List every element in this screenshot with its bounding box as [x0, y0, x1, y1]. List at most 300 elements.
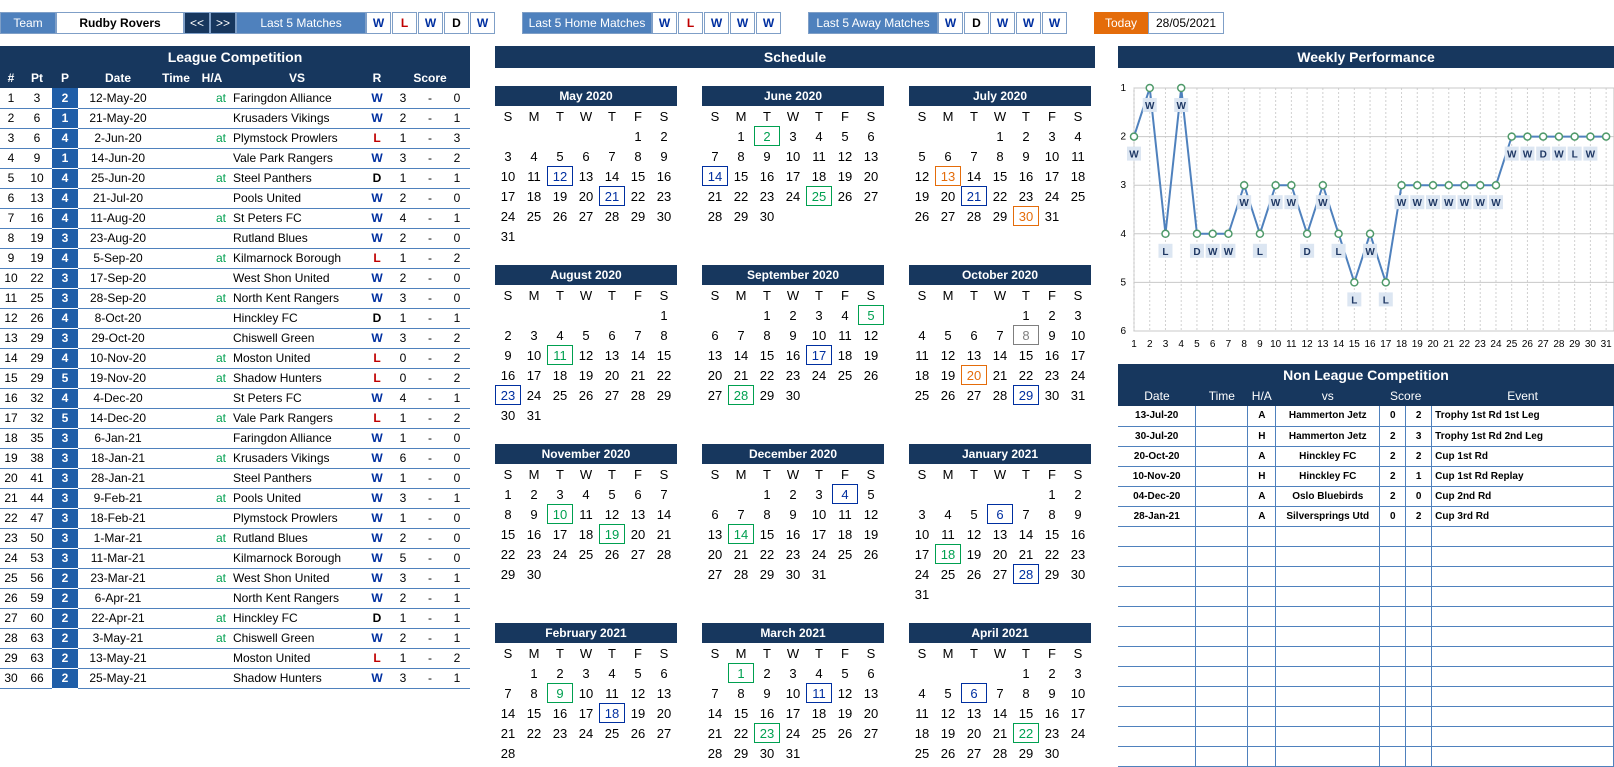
- calendar-day[interactable]: 10: [785, 685, 801, 701]
- calendar-day[interactable]: 15: [992, 168, 1008, 184]
- calendar-day[interactable]: 3: [815, 486, 823, 502]
- nonleague-row[interactable]: [1118, 446, 1614, 466]
- calendar-day[interactable]: 7: [634, 327, 642, 343]
- calendar-day[interactable]: 12: [837, 685, 853, 701]
- calendar-day[interactable]: 17: [552, 526, 568, 542]
- calendar-day[interactable]: 18: [1070, 168, 1086, 184]
- league-row[interactable]: [0, 408, 470, 428]
- match-day[interactable]: 1: [728, 663, 754, 683]
- calendar-day[interactable]: 7: [996, 685, 1004, 701]
- calendar-day[interactable]: 26: [837, 188, 853, 204]
- calendar-day[interactable]: 15: [526, 705, 542, 721]
- calendar-day[interactable]: 29: [1044, 566, 1060, 582]
- nonleague-empty-row[interactable]: [1118, 606, 1614, 626]
- calendar-day[interactable]: 14: [1018, 526, 1034, 542]
- calendar-day[interactable]: 17: [811, 526, 827, 542]
- calendar-day[interactable]: 17: [1044, 168, 1060, 184]
- calendar-day[interactable]: 8: [660, 327, 668, 343]
- calendar-day[interactable]: 1: [634, 128, 642, 144]
- calendar-day[interactable]: 2: [660, 128, 668, 144]
- calendar-day[interactable]: 24: [578, 725, 594, 741]
- calendar-day[interactable]: 15: [630, 168, 646, 184]
- calendar-day[interactable]: 6: [970, 327, 978, 343]
- calendar-day[interactable]: 28: [656, 546, 672, 562]
- calendar-day[interactable]: 19: [863, 526, 879, 542]
- calendar-day[interactable]: 22: [759, 367, 775, 383]
- calendar-day[interactable]: 16: [759, 705, 775, 721]
- calendar-day[interactable]: 10: [500, 168, 516, 184]
- match-day[interactable]: 21: [961, 186, 987, 206]
- calendar-day[interactable]: 24: [811, 546, 827, 562]
- calendar-day[interactable]: 23: [552, 725, 568, 741]
- calendar-day[interactable]: 21: [630, 367, 646, 383]
- calendar-day[interactable]: 10: [526, 347, 542, 363]
- calendar-day[interactable]: 21: [1018, 546, 1034, 562]
- calendar-day[interactable]: 7: [660, 486, 668, 502]
- calendar-day[interactable]: 3: [504, 148, 512, 164]
- league-row[interactable]: [0, 528, 470, 548]
- league-row[interactable]: [0, 488, 470, 508]
- calendar-day[interactable]: 12: [604, 506, 620, 522]
- calendar-day[interactable]: 4: [841, 307, 849, 323]
- calendar-day[interactable]: 14: [604, 168, 620, 184]
- calendar-day[interactable]: 11: [605, 685, 619, 701]
- calendar-day[interactable]: 17: [526, 367, 542, 383]
- calendar-day[interactable]: 27: [966, 387, 982, 403]
- calendar-day[interactable]: 30: [785, 387, 801, 403]
- calendar-day[interactable]: 14: [656, 506, 672, 522]
- calendar-day[interactable]: 24: [526, 387, 542, 403]
- calendar-day[interactable]: 12: [940, 347, 956, 363]
- calendar-day[interactable]: 16: [500, 367, 516, 383]
- nonleague-empty-row[interactable]: [1118, 746, 1614, 766]
- calendar-day[interactable]: 19: [940, 725, 956, 741]
- calendar-day[interactable]: 22: [733, 188, 749, 204]
- calendar-day[interactable]: 19: [966, 546, 982, 562]
- calendar-day[interactable]: 13: [707, 526, 723, 542]
- calendar-day[interactable]: 1: [737, 128, 745, 144]
- calendar-day[interactable]: 18: [526, 188, 542, 204]
- calendar-day[interactable]: 10: [1044, 148, 1060, 164]
- calendar-day[interactable]: 17: [500, 188, 516, 204]
- calendar-day[interactable]: 19: [863, 347, 879, 363]
- calendar-day[interactable]: 20: [863, 168, 879, 184]
- calendar-day[interactable]: 25: [526, 208, 542, 224]
- calendar-day[interactable]: 19: [914, 188, 930, 204]
- calendar-day[interactable]: 27: [578, 208, 594, 224]
- calendar-day[interactable]: 2: [763, 665, 771, 681]
- calendar-day[interactable]: 13: [630, 506, 646, 522]
- calendar-day[interactable]: 8: [763, 506, 771, 522]
- calendar-day[interactable]: 4: [608, 665, 616, 681]
- match-day[interactable]: 18: [599, 703, 625, 723]
- nonleague-empty-row[interactable]: [1118, 726, 1614, 746]
- calendar-day[interactable]: 6: [582, 148, 590, 164]
- league-row[interactable]: [0, 388, 470, 408]
- calendar-day[interactable]: 10: [1070, 327, 1086, 343]
- match-day[interactable]: 29: [1013, 385, 1039, 405]
- league-row[interactable]: [0, 568, 470, 588]
- calendar-day[interactable]: 15: [656, 347, 672, 363]
- calendar-day[interactable]: 9: [530, 506, 538, 522]
- league-row[interactable]: [0, 468, 470, 488]
- calendar-day[interactable]: 26: [940, 387, 956, 403]
- calendar-day[interactable]: 18: [811, 705, 827, 721]
- league-row[interactable]: [0, 448, 470, 468]
- calendar-day[interactable]: 1: [763, 307, 771, 323]
- calendar-day[interactable]: 7: [737, 327, 745, 343]
- calendar-day[interactable]: 4: [582, 486, 590, 502]
- calendar-day[interactable]: 26: [552, 208, 568, 224]
- calendar-day[interactable]: 5: [944, 685, 952, 701]
- calendar-day[interactable]: 7: [970, 148, 978, 164]
- calendar-day[interactable]: 1: [1048, 486, 1056, 502]
- calendar-day[interactable]: 30: [759, 208, 775, 224]
- calendar-day[interactable]: 27: [863, 188, 879, 204]
- calendar-day[interactable]: 5: [556, 148, 564, 164]
- calendar-day[interactable]: 3: [1048, 128, 1056, 144]
- calendar-day[interactable]: 23: [526, 546, 542, 562]
- calendar-day[interactable]: 16: [1044, 347, 1060, 363]
- calendar-day[interactable]: 14: [500, 705, 516, 721]
- league-row[interactable]: [0, 88, 470, 108]
- calendar-day[interactable]: 10: [811, 327, 827, 343]
- calendar-day[interactable]: 27: [940, 208, 956, 224]
- calendar-day[interactable]: 16: [785, 347, 801, 363]
- calendar-day[interactable]: 1: [504, 486, 512, 502]
- calendar-day[interactable]: 14: [707, 705, 723, 721]
- calendar-day[interactable]: 12: [837, 148, 853, 164]
- match-day[interactable]: 2: [754, 126, 780, 146]
- league-row[interactable]: [0, 588, 470, 608]
- calendar-day[interactable]: 29: [656, 387, 672, 403]
- calendar-day[interactable]: 13: [966, 347, 982, 363]
- calendar-day[interactable]: 27: [604, 387, 620, 403]
- match-day[interactable]: 11: [547, 345, 573, 365]
- calendar-day[interactable]: 26: [966, 566, 982, 582]
- calendar-day[interactable]: 3: [582, 665, 590, 681]
- calendar-day[interactable]: 9: [789, 327, 797, 343]
- league-row[interactable]: [0, 148, 470, 168]
- calendar-day[interactable]: 22: [1044, 546, 1060, 562]
- calendar-day[interactable]: 11: [915, 347, 929, 363]
- nonleague-empty-row[interactable]: [1118, 526, 1614, 546]
- calendar-day[interactable]: 8: [504, 506, 512, 522]
- calendar-day[interactable]: 7: [608, 148, 616, 164]
- calendar-day[interactable]: 11: [527, 168, 541, 184]
- calendar-day[interactable]: 12: [940, 705, 956, 721]
- calendar-day[interactable]: 21: [992, 367, 1008, 383]
- calendar-day[interactable]: 3: [1074, 307, 1082, 323]
- calendar-day[interactable]: 31: [526, 407, 542, 423]
- calendar-day[interactable]: 20: [992, 546, 1008, 562]
- calendar-day[interactable]: 26: [630, 725, 646, 741]
- calendar-day[interactable]: 31: [811, 566, 827, 582]
- calendar-day[interactable]: 31: [500, 228, 516, 244]
- calendar-day[interactable]: 22: [992, 188, 1008, 204]
- calendar-day[interactable]: 28: [733, 566, 749, 582]
- calendar-day[interactable]: 21: [707, 725, 723, 741]
- calendar-day[interactable]: 14: [630, 347, 646, 363]
- calendar-day[interactable]: 2: [530, 486, 538, 502]
- calendar-day[interactable]: 9: [1022, 148, 1030, 164]
- calendar-day[interactable]: 24: [785, 188, 801, 204]
- calendar-day[interactable]: 6: [634, 486, 642, 502]
- calendar-day[interactable]: 29: [992, 208, 1008, 224]
- nonleague-row[interactable]: [1118, 486, 1614, 506]
- league-row[interactable]: [0, 188, 470, 208]
- calendar-day[interactable]: 5: [918, 148, 926, 164]
- calendar-day[interactable]: 5: [970, 506, 978, 522]
- calendar-day[interactable]: 30: [785, 566, 801, 582]
- calendar-day[interactable]: 1: [996, 128, 1004, 144]
- nonleague-empty-row[interactable]: [1118, 626, 1614, 646]
- match-day[interactable]: 5: [858, 305, 884, 325]
- calendar-day[interactable]: 18: [811, 168, 827, 184]
- match-day[interactable]: 30: [1013, 206, 1039, 226]
- calendar-day[interactable]: 9: [789, 506, 797, 522]
- calendar-day[interactable]: 3: [530, 327, 538, 343]
- league-row[interactable]: [0, 308, 470, 328]
- calendar-day[interactable]: 19: [837, 168, 853, 184]
- calendar-day[interactable]: 20: [630, 526, 646, 542]
- calendar-day[interactable]: 14: [992, 347, 1008, 363]
- calendar-day[interactable]: 18: [837, 347, 853, 363]
- match-day[interactable]: 28: [728, 385, 754, 405]
- calendar-day[interactable]: 21: [500, 725, 516, 741]
- calendar-day[interactable]: 1: [763, 486, 771, 502]
- calendar-day[interactable]: 6: [944, 148, 952, 164]
- calendar-day[interactable]: 7: [504, 685, 512, 701]
- league-row[interactable]: [0, 348, 470, 368]
- league-row[interactable]: [0, 328, 470, 348]
- calendar-day[interactable]: 12: [914, 168, 930, 184]
- league-row[interactable]: [0, 368, 470, 388]
- nonleague-empty-row[interactable]: [1118, 546, 1614, 566]
- calendar-day[interactable]: 16: [526, 526, 542, 542]
- calendar-day[interactable]: 20: [578, 188, 594, 204]
- nonleague-row[interactable]: [1118, 426, 1614, 446]
- calendar-day[interactable]: 22: [656, 367, 672, 383]
- calendar-day[interactable]: 19: [630, 705, 646, 721]
- match-day[interactable]: 8: [1013, 325, 1039, 345]
- calendar-day[interactable]: 26: [578, 387, 594, 403]
- calendar-day[interactable]: 25: [1070, 188, 1086, 204]
- calendar-day[interactable]: 21: [707, 188, 723, 204]
- calendar-day[interactable]: 28: [707, 208, 723, 224]
- match-day[interactable]: 23: [495, 385, 521, 405]
- match-day[interactable]: 11: [806, 683, 832, 703]
- calendar-day[interactable]: 15: [1018, 705, 1034, 721]
- calendar-day[interactable]: 4: [556, 327, 564, 343]
- calendar-day[interactable]: 11: [915, 705, 929, 721]
- nonleague-row[interactable]: [1118, 466, 1614, 486]
- calendar-day[interactable]: 18: [837, 526, 853, 542]
- calendar-day[interactable]: 4: [918, 327, 926, 343]
- calendar-day[interactable]: 17: [1070, 705, 1086, 721]
- calendar-day[interactable]: 11: [838, 327, 852, 343]
- calendar-day[interactable]: 29: [733, 208, 749, 224]
- calendar-day[interactable]: 1: [530, 665, 538, 681]
- match-day[interactable]: 14: [728, 524, 754, 544]
- calendar-day[interactable]: 26: [940, 745, 956, 761]
- calendar-day[interactable]: 19: [940, 367, 956, 383]
- calendar-day[interactable]: 8: [737, 685, 745, 701]
- calendar-day[interactable]: 30: [1044, 745, 1060, 761]
- calendar-day[interactable]: 3: [815, 307, 823, 323]
- calendar-day[interactable]: 15: [1044, 526, 1060, 542]
- match-day[interactable]: 6: [961, 683, 987, 703]
- calendar-day[interactable]: 20: [656, 705, 672, 721]
- calendar-day[interactable]: 23: [785, 546, 801, 562]
- calendar-day[interactable]: 16: [552, 705, 568, 721]
- calendar-day[interactable]: 8: [737, 148, 745, 164]
- calendar-day[interactable]: 31: [1044, 208, 1060, 224]
- calendar-day[interactable]: 26: [914, 208, 930, 224]
- calendar-day[interactable]: 15: [733, 705, 749, 721]
- match-day[interactable]: 25: [806, 186, 832, 206]
- match-day[interactable]: 12: [547, 166, 573, 186]
- calendar-day[interactable]: 27: [656, 725, 672, 741]
- calendar-day[interactable]: 25: [837, 546, 853, 562]
- calendar-day[interactable]: 26: [604, 546, 620, 562]
- calendar-day[interactable]: 15: [733, 168, 749, 184]
- calendar-day[interactable]: 3: [1074, 665, 1082, 681]
- nonleague-empty-row[interactable]: [1118, 566, 1614, 586]
- calendar-day[interactable]: 16: [785, 526, 801, 542]
- league-row[interactable]: [0, 108, 470, 128]
- calendar-day[interactable]: 17: [914, 546, 930, 562]
- calendar-day[interactable]: 24: [552, 546, 568, 562]
- calendar-day[interactable]: 27: [630, 546, 646, 562]
- calendar-day[interactable]: 25: [914, 745, 930, 761]
- league-row[interactable]: [0, 168, 470, 188]
- calendar-day[interactable]: 6: [711, 506, 719, 522]
- calendar-day[interactable]: 17: [1070, 347, 1086, 363]
- calendar-day[interactable]: 9: [1048, 327, 1056, 343]
- calendar-day[interactable]: 12: [863, 327, 879, 343]
- calendar-day[interactable]: 8: [763, 327, 771, 343]
- calendar-day[interactable]: 13: [578, 168, 594, 184]
- calendar-day[interactable]: 14: [733, 347, 749, 363]
- calendar-day[interactable]: 22: [759, 546, 775, 562]
- calendar-day[interactable]: 8: [1048, 506, 1056, 522]
- calendar-day[interactable]: 5: [634, 665, 642, 681]
- calendar-day[interactable]: 23: [656, 188, 672, 204]
- calendar-day[interactable]: 25: [552, 387, 568, 403]
- calendar-day[interactable]: 11: [941, 526, 955, 542]
- match-day[interactable]: 22: [1013, 723, 1039, 743]
- calendar-day[interactable]: 2: [1022, 128, 1030, 144]
- calendar-day[interactable]: 23: [1044, 725, 1060, 741]
- calendar-day[interactable]: 5: [582, 327, 590, 343]
- calendar-day[interactable]: 16: [656, 168, 672, 184]
- calendar-day[interactable]: 5: [841, 128, 849, 144]
- calendar-day[interactable]: 31: [785, 745, 801, 761]
- calendar-day[interactable]: 23: [1044, 367, 1060, 383]
- calendar-day[interactable]: 9: [1074, 506, 1082, 522]
- league-row[interactable]: [0, 508, 470, 528]
- nonleague-empty-row[interactable]: [1118, 666, 1614, 686]
- calendar-day[interactable]: 4: [815, 128, 823, 144]
- calendar-day[interactable]: 30: [656, 208, 672, 224]
- calendar-day[interactable]: 21: [733, 546, 749, 562]
- calendar-day[interactable]: 4: [918, 685, 926, 701]
- calendar-day[interactable]: 1: [1022, 665, 1030, 681]
- calendar-day[interactable]: 27: [966, 745, 982, 761]
- calendar-day[interactable]: 13: [863, 685, 879, 701]
- calendar-day[interactable]: 7: [737, 506, 745, 522]
- calendar-day[interactable]: 6: [660, 665, 668, 681]
- calendar-day[interactable]: 1: [1022, 307, 1030, 323]
- calendar-day[interactable]: 25: [811, 725, 827, 741]
- next-team-button[interactable]: >>: [210, 12, 236, 34]
- calendar-day[interactable]: 27: [707, 387, 723, 403]
- match-day[interactable]: 10: [547, 504, 573, 524]
- calendar-day[interactable]: 25: [940, 566, 956, 582]
- calendar-day[interactable]: 10: [1070, 685, 1086, 701]
- calendar-day[interactable]: 18: [914, 725, 930, 741]
- calendar-day[interactable]: 13: [707, 347, 723, 363]
- nonleague-row[interactable]: [1118, 406, 1614, 426]
- calendar-day[interactable]: 2: [1074, 486, 1082, 502]
- calendar-day[interactable]: 27: [863, 725, 879, 741]
- league-row[interactable]: [0, 248, 470, 268]
- match-day[interactable]: 18: [935, 544, 961, 564]
- calendar-day[interactable]: 17: [578, 705, 594, 721]
- calendar-day[interactable]: 2: [789, 486, 797, 502]
- calendar-day[interactable]: 24: [785, 725, 801, 741]
- calendar-day[interactable]: 4: [944, 506, 952, 522]
- calendar-day[interactable]: 24: [1070, 367, 1086, 383]
- calendar-day[interactable]: 5: [608, 486, 616, 502]
- match-day[interactable]: 21: [599, 186, 625, 206]
- calendar-day[interactable]: 27: [992, 566, 1008, 582]
- calendar-day[interactable]: 28: [966, 208, 982, 224]
- match-day[interactable]: 13: [935, 166, 961, 186]
- calendar-day[interactable]: 23: [785, 367, 801, 383]
- calendar-day[interactable]: 8: [634, 148, 642, 164]
- calendar-day[interactable]: 3: [918, 506, 926, 522]
- calendar-day[interactable]: 27: [707, 566, 723, 582]
- calendar-day[interactable]: 19: [552, 188, 568, 204]
- calendar-day[interactable]: 4: [815, 665, 823, 681]
- match-day[interactable]: 17: [806, 345, 832, 365]
- match-day[interactable]: 28: [1013, 564, 1039, 584]
- calendar-day[interactable]: 15: [759, 347, 775, 363]
- calendar-day[interactable]: 8: [1022, 685, 1030, 701]
- calendar-day[interactable]: 30: [500, 407, 516, 423]
- match-day[interactable]: 14: [702, 166, 728, 186]
- calendar-day[interactable]: 14: [992, 705, 1008, 721]
- calendar-day[interactable]: 23: [1018, 188, 1034, 204]
- calendar-day[interactable]: 8: [996, 148, 1004, 164]
- calendar-day[interactable]: 16: [1070, 526, 1086, 542]
- calendar-day[interactable]: 18: [552, 367, 568, 383]
- calendar-day[interactable]: 3: [789, 665, 797, 681]
- calendar-day[interactable]: 29: [733, 745, 749, 761]
- calendar-day[interactable]: 12: [863, 506, 879, 522]
- calendar-day[interactable]: 25: [604, 725, 620, 741]
- calendar-day[interactable]: 16: [759, 168, 775, 184]
- nonleague-empty-row[interactable]: [1118, 706, 1614, 726]
- calendar-day[interactable]: 2: [556, 665, 564, 681]
- calendar-day[interactable]: 15: [1018, 347, 1034, 363]
- calendar-day[interactable]: 24: [1070, 725, 1086, 741]
- calendar-day[interactable]: 9: [504, 347, 512, 363]
- calendar-day[interactable]: 18: [578, 526, 594, 542]
- calendar-day[interactable]: 28: [707, 745, 723, 761]
